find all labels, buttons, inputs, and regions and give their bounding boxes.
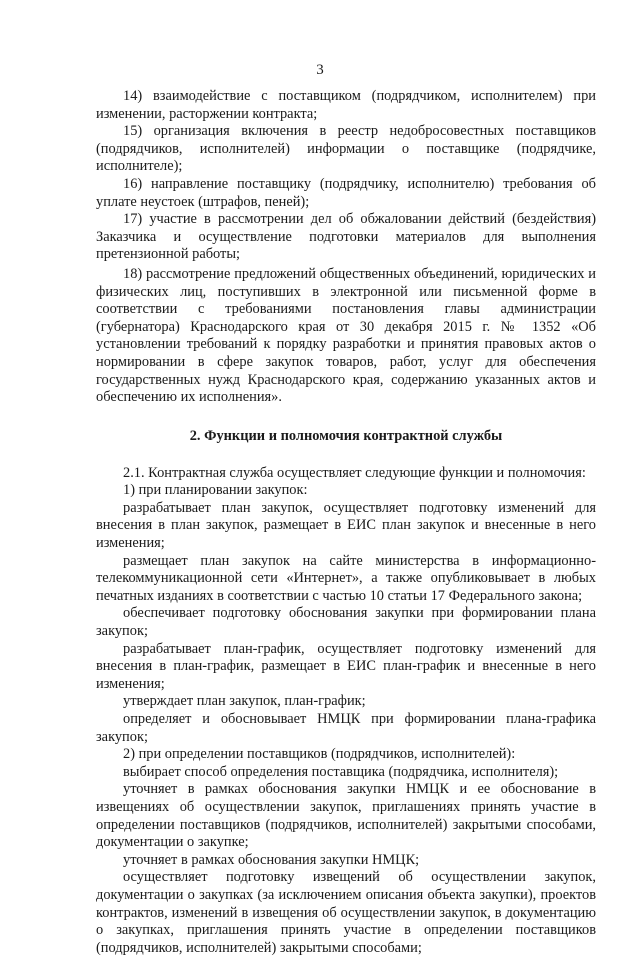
clause-2-1: 2.1. Контрактная служба осуществляет следующие функции и полномочия:	[123, 464, 586, 481]
function-paragraph: обеспечивает подготовку обоснования закупки при формировании плана закупок;	[96, 605, 596, 640]
function-paragraph: выбирает способ определения поставщика (подрядчика, исполнителя);	[123, 763, 559, 780]
list-item-16: 16) направление поставщику (подрядчику, исполнителю) требования об уплате неустоек (штрафов, пеней);	[96, 175, 596, 210]
list-item-14: 14) взаимодействие с поставщиком (подрядчиком, исполнителем) при изменении, расторжении контракта;	[96, 88, 596, 122]
subsection-supplier-selection: 2) при определении поставщиков (подрядчиков, исполнителей):	[123, 746, 516, 763]
list-item-17: 17) участие в рассмотрении дел об обжаловании действий (бездействия) Заказчика и осуществление подготовки материалов для выполнения претензионной работы;	[96, 211, 596, 263]
document-body	[96, 88, 596, 957]
function-paragraph: разрабатывает план-график, осуществляет подготовку изменений для внесения в план-график, размещает в ЕИС план-график и внесенные в него изменения;	[96, 640, 596, 692]
section-heading: 2. Функции и полномочия контрактной службы	[189, 427, 503, 444]
function-paragraph: осуществляет подготовку извещений об осуществлении закупок, документации о закупках (за исключением описания объекта закупки), проектов контрактов, изменений в извещения об осуществлении закупок, в документацию о закупках, приглашения принять участие в определении поставщиков (подрядчиков, исполнителей) закрытыми способами;	[96, 869, 596, 956]
list-item-18: 18) рассмотрение предложений общественных объединений, юридических и физических лиц, поступивших в электронной или письменной форме в соответствии с требованиями постановления главы администрации (губернатора) Краснодарского края от 30 декабря 2015 г. № 1352 «Об установлении требований к порядку разработки и принятия правовых актов о нормировании в сфере закупок товаров, работ, услуг для обеспечения государственных нужд Краснодарского края, содержанию указанных актов и обеспечению их исполнения».	[96, 265, 596, 406]
list-item-15: 15) организация включения в реестр недобросовестных поставщиков (подрядчиков, исполнителей) информации о поставщике (подрядчике, исполнителе);	[96, 123, 596, 175]
subsection-planning: 1) при планировании закупок:	[123, 482, 308, 499]
function-paragraph: уточняет в рамках обоснования закупки НМЦК и ее обоснование в извещениях об осуществлении закупок, приглашениях принять участие в определении поставщиков (подрядчиков, исполнителей) закрытыми способами, документации о закупке;	[96, 781, 596, 851]
function-paragraph: определяет и обосновывает НМЦК при формировании плана-графика закупок;	[96, 711, 596, 745]
function-paragraph: утверждает план закупок, план-график;	[123, 693, 366, 710]
function-paragraph: размещает план закупок на сайте министерства в информационно-телекоммуникационной сети «Интернет», а также опубликовывает в любых печатных изданиях в соответствии с частью 10 статьи 17 Федерального закона;	[96, 552, 596, 604]
function-paragraph: уточняет в рамках обоснования закупки НМЦК;	[123, 851, 420, 868]
page-number: 3	[316, 62, 324, 78]
function-paragraph: разрабатывает план закупок, осуществляет подготовку изменений для внесения в план закупок, размещает в ЕИС план закупок и внесенные в него изменения;	[96, 499, 596, 552]
